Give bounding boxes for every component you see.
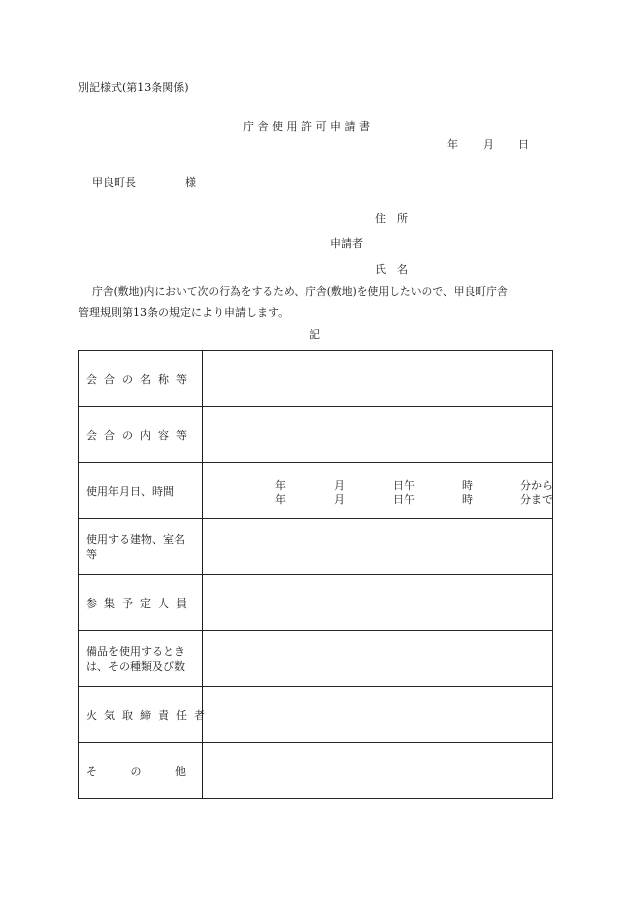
from-year: 年 xyxy=(275,478,286,492)
row-label-fire-manager: 火気取締責任者 xyxy=(79,687,203,743)
from-hour: 時 xyxy=(462,478,473,492)
other-field[interactable] xyxy=(203,743,553,799)
date-month: 月 xyxy=(483,138,494,151)
equipment-field[interactable] xyxy=(203,631,553,687)
until-month: 月 xyxy=(334,492,345,506)
table-row xyxy=(79,575,553,631)
table-row xyxy=(79,407,553,463)
date-day: 日 xyxy=(518,138,529,151)
meeting-name-field[interactable] xyxy=(203,351,553,407)
row-label-meeting-name: 会合の名称等 xyxy=(79,351,203,407)
until-hour: 時 xyxy=(462,492,473,506)
fire-manager-field[interactable] xyxy=(203,687,553,743)
until-year: 年 xyxy=(275,492,286,506)
datetime-field[interactable] xyxy=(203,463,553,519)
date-year: 年 xyxy=(447,138,458,151)
ki-marker: 記 xyxy=(309,328,320,341)
from-day-ampm: 日午 xyxy=(393,478,415,492)
until-day-ampm: 日午 xyxy=(393,492,415,506)
datetime-lines xyxy=(203,477,552,505)
row-label-other: そ の 他 xyxy=(79,743,203,799)
table-row xyxy=(79,631,553,687)
body-text-line-1: 庁舎(敷地)内において次の行為をするため、庁舎(敷地)を使用したいので、甲良町庁舎 xyxy=(92,285,508,298)
row-label-building-room: 使用する建物、室名等 xyxy=(79,519,203,575)
building-room-field[interactable] xyxy=(203,519,553,575)
addressee-honorific: 様 xyxy=(185,176,196,189)
row-label-attendees: 参集予定人員 xyxy=(79,575,203,631)
name-label: 氏 名 xyxy=(375,263,408,276)
form-reference: 別記様式(第13条関係) xyxy=(78,81,189,94)
table-row xyxy=(79,351,553,407)
addressee-name: 甲良町長 xyxy=(92,176,136,189)
table-row xyxy=(79,463,553,519)
from-minute: 分から xyxy=(520,478,553,492)
meeting-content-field[interactable] xyxy=(203,407,553,463)
applicant-label: 申請者 xyxy=(330,237,363,250)
table-row xyxy=(79,743,553,799)
table-row xyxy=(79,687,553,743)
row-label-meeting-content: 会合の内容等 xyxy=(79,407,203,463)
attendees-field[interactable] xyxy=(203,575,553,631)
until-minute: 分まで xyxy=(520,492,553,506)
row-label-datetime: 使用年月日、時間 xyxy=(79,463,203,519)
table-row xyxy=(79,519,553,575)
application-table xyxy=(78,350,553,799)
body-text-line-2: 管理規則第13条の規定により申請します。 xyxy=(78,306,290,319)
address-label: 住 所 xyxy=(375,212,408,225)
row-label-equipment: 備品を使用するときは、その種類及び数 xyxy=(79,631,203,687)
from-month: 月 xyxy=(334,478,345,492)
document-title: 庁 舎 使 用 許 可 申 請 書 xyxy=(243,120,370,133)
